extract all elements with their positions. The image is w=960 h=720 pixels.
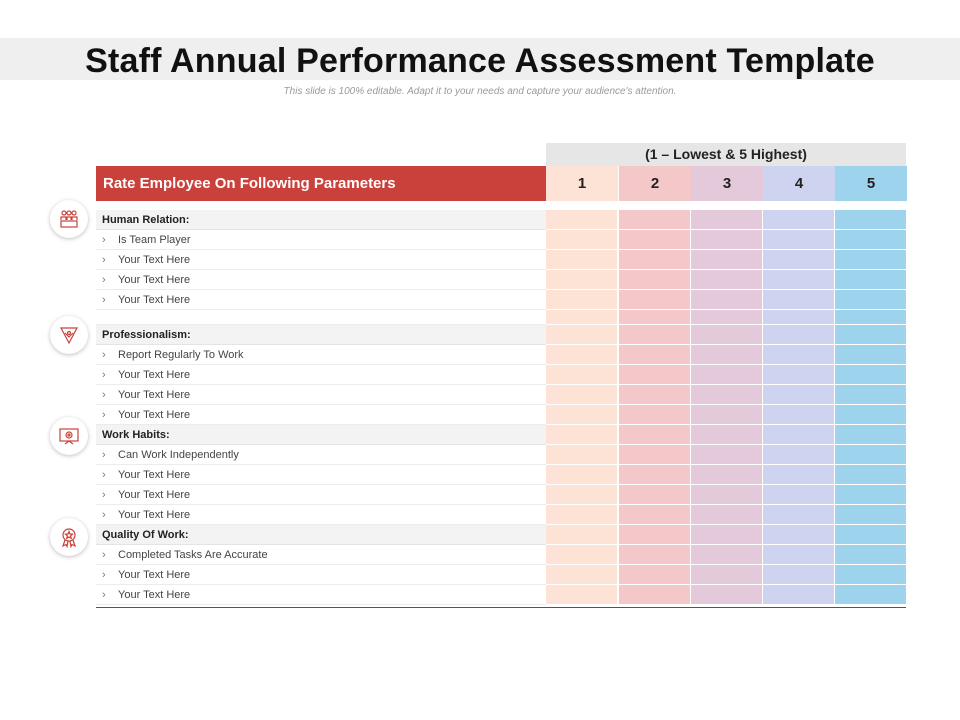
- table-bottom-rule: [96, 607, 906, 608]
- criterion-text: Your Text Here: [118, 589, 191, 601]
- criterion-text: Can Work Independently: [118, 449, 239, 461]
- section-title: Quality Of Work:: [96, 525, 546, 545]
- rating-cell-3[interactable]: [691, 310, 762, 325]
- criterion-label: [96, 345, 546, 365]
- rating-cell-1[interactable]: [546, 250, 617, 270]
- rating-cell-4[interactable]: [763, 365, 834, 385]
- rating-cell-3[interactable]: [691, 545, 762, 565]
- chevron-right-icon: ›: [102, 469, 106, 481]
- criterion-label: [96, 445, 546, 465]
- table-row: [96, 230, 906, 250]
- criterion-text: Your Text Here: [118, 509, 191, 521]
- rating-cell-2[interactable]: [619, 465, 690, 485]
- rating-cell-3[interactable]: [691, 425, 762, 445]
- rating-cell-1[interactable]: [546, 545, 617, 565]
- table-row: [96, 405, 906, 425]
- rating-cell-4[interactable]: [763, 525, 834, 545]
- criterion-label: [96, 230, 546, 250]
- rating-cell-2[interactable]: [619, 525, 690, 545]
- criterion-text: Your Text Here: [118, 389, 191, 401]
- rating-cell-3[interactable]: [691, 230, 762, 250]
- rating-cell-1[interactable]: [546, 310, 617, 325]
- rating-header-3: 3: [691, 166, 763, 201]
- criterion-text: Your Text Here: [118, 369, 191, 381]
- table-row: [96, 290, 906, 310]
- criterion-text: Is Team Player: [118, 234, 191, 246]
- rating-cell-5[interactable]: [835, 405, 906, 425]
- rating-cell-5[interactable]: [835, 290, 906, 310]
- rating-cell-5[interactable]: [835, 345, 906, 365]
- rating-cell-5[interactable]: [835, 365, 906, 385]
- rating-cell-1[interactable]: [546, 425, 617, 445]
- rating-cell-5[interactable]: [835, 310, 906, 325]
- chevron-right-icon: ›: [102, 569, 106, 581]
- assessment-table: [96, 210, 906, 605]
- rating-cell-2[interactable]: [619, 230, 690, 250]
- rating-cell-5[interactable]: [835, 250, 906, 270]
- rating-cell-1[interactable]: [546, 485, 617, 505]
- rating-cell-2[interactable]: [619, 210, 690, 230]
- rating-cell-5[interactable]: [835, 585, 906, 605]
- table-row: [96, 385, 906, 405]
- rating-header-4: 4: [763, 166, 835, 201]
- criterion-text: Your Text Here: [118, 409, 191, 421]
- award-star-icon: [50, 518, 88, 556]
- chevron-right-icon: ›: [102, 409, 106, 421]
- rating-cell-4[interactable]: [763, 405, 834, 425]
- criterion-label: [96, 485, 546, 505]
- rating-cell-5[interactable]: [835, 445, 906, 465]
- rating-cell-1[interactable]: [546, 405, 617, 425]
- rating-cell-2[interactable]: [619, 445, 690, 465]
- spacer-row: [96, 310, 906, 325]
- criterion-label: [96, 585, 546, 605]
- rating-cell-5[interactable]: [835, 505, 906, 525]
- rating-cell-2[interactable]: [619, 505, 690, 525]
- rating-cell-4[interactable]: [763, 270, 834, 290]
- rating-cell-3[interactable]: [691, 385, 762, 405]
- rating-cell-2[interactable]: [619, 345, 690, 365]
- criterion-label: [96, 385, 546, 405]
- chevron-right-icon: ›: [102, 489, 106, 501]
- table-row: [96, 250, 906, 270]
- rating-cell-3[interactable]: [691, 585, 762, 605]
- handshake-icon: [50, 316, 88, 354]
- rating-cell-5[interactable]: [835, 525, 906, 545]
- rating-cell-5[interactable]: [835, 425, 906, 445]
- rating-cell-3[interactable]: [691, 365, 762, 385]
- parameters-header: Rate Employee On Following Parameters: [96, 166, 546, 201]
- team-icon: [50, 200, 88, 238]
- section-row: [96, 325, 906, 345]
- rating-cell-4[interactable]: [763, 385, 834, 405]
- rating-cell-3[interactable]: [691, 250, 762, 270]
- rating-cell-3[interactable]: [691, 345, 762, 365]
- table-row: [96, 365, 906, 385]
- chevron-right-icon: ›: [102, 349, 106, 361]
- section-title: Work Habits:: [96, 425, 546, 445]
- chevron-right-icon: ›: [102, 449, 106, 461]
- rating-cell-1[interactable]: [546, 445, 617, 465]
- rating-cell-2[interactable]: [619, 385, 690, 405]
- rating-cell-3[interactable]: [691, 270, 762, 290]
- rating-cell-1[interactable]: [546, 270, 617, 290]
- rating-cell-2[interactable]: [619, 310, 690, 325]
- criterion-label: [96, 290, 546, 310]
- chevron-right-icon: ›: [102, 389, 106, 401]
- rating-cell-1[interactable]: [546, 525, 617, 545]
- criterion-label: [96, 545, 546, 565]
- spacer-label: [96, 310, 546, 325]
- table-row: [96, 545, 906, 565]
- chevron-right-icon: ›: [102, 274, 106, 286]
- rating-cell-4[interactable]: [763, 290, 834, 310]
- section-title: Professionalism:: [96, 325, 546, 345]
- rating-cell-3[interactable]: [691, 325, 762, 345]
- rating-cell-2[interactable]: [619, 485, 690, 505]
- rating-cell-4[interactable]: [763, 585, 834, 605]
- rating-cell-3[interactable]: [691, 290, 762, 310]
- chevron-right-icon: ›: [102, 294, 106, 306]
- chevron-right-icon: ›: [102, 549, 106, 561]
- rating-cell-3[interactable]: [691, 445, 762, 465]
- rating-cell-2[interactable]: [619, 405, 690, 425]
- slide-subtitle: This slide is 100% editable. Adapt it to your needs and capture your audience's attention.: [283, 86, 677, 97]
- table-row: [96, 445, 906, 465]
- chevron-right-icon: ›: [102, 234, 106, 246]
- rating-cell-5[interactable]: [835, 485, 906, 505]
- criterion-label: [96, 270, 546, 290]
- rating-cell-2[interactable]: [619, 425, 690, 445]
- chevron-right-icon: ›: [102, 589, 106, 601]
- criterion-label: [96, 565, 546, 585]
- section-row: [96, 425, 906, 445]
- criterion-text: Your Text Here: [118, 469, 191, 481]
- rating-cell-4[interactable]: [763, 485, 834, 505]
- table-row: [96, 585, 906, 605]
- rating-cell-2[interactable]: [619, 545, 690, 565]
- rating-cell-5[interactable]: [835, 565, 906, 585]
- rating-cell-1[interactable]: [546, 230, 617, 250]
- rating-cell-1[interactable]: [546, 210, 617, 230]
- rating-cell-3[interactable]: [691, 525, 762, 545]
- rating-cell-4[interactable]: [763, 250, 834, 270]
- presentation-gear-icon: [50, 417, 88, 455]
- rating-cell-2[interactable]: [619, 290, 690, 310]
- rating-cell-4[interactable]: [763, 545, 834, 565]
- criterion-text: Report Regularly To Work: [118, 349, 244, 361]
- rating-cell-4[interactable]: [763, 445, 834, 465]
- rating-cell-3[interactable]: [691, 485, 762, 505]
- rating-cell-5[interactable]: [835, 325, 906, 345]
- rating-cell-3[interactable]: [691, 565, 762, 585]
- rating-cell-2[interactable]: [619, 565, 690, 585]
- rating-cell-1[interactable]: [546, 325, 617, 345]
- rating-cell-5[interactable]: [835, 465, 906, 485]
- rating-scale-header: (1 – Lowest & 5 Highest): [546, 143, 906, 166]
- rating-cell-1[interactable]: [546, 505, 617, 525]
- rating-cell-4[interactable]: [763, 465, 834, 485]
- rating-cell-2[interactable]: [619, 270, 690, 290]
- section-row: [96, 210, 906, 230]
- table-row: [96, 345, 906, 365]
- criterion-text: Your Text Here: [118, 489, 191, 501]
- rating-cell-1[interactable]: [546, 365, 617, 385]
- rating-cell-5[interactable]: [835, 210, 906, 230]
- rating-cell-1[interactable]: [546, 565, 617, 585]
- rating-cell-4[interactable]: [763, 345, 834, 365]
- rating-cell-4[interactable]: [763, 425, 834, 445]
- rating-cell-1[interactable]: [546, 290, 617, 310]
- section-row: [96, 525, 906, 545]
- criterion-label: [96, 465, 546, 485]
- criterion-text: Completed Tasks Are Accurate: [118, 549, 268, 561]
- rating-cell-1[interactable]: [546, 465, 617, 485]
- criterion-text: Your Text Here: [118, 254, 191, 266]
- rating-cell-3[interactable]: [691, 505, 762, 525]
- rating-cell-5[interactable]: [835, 270, 906, 290]
- table-row: [96, 505, 906, 525]
- rating-cell-4[interactable]: [763, 505, 834, 525]
- rating-cell-2[interactable]: [619, 325, 690, 345]
- criterion-label: [96, 365, 546, 385]
- criterion-label: [96, 505, 546, 525]
- rating-cell-5[interactable]: [835, 545, 906, 565]
- rating-cell-3[interactable]: [691, 210, 762, 230]
- table-row: [96, 270, 906, 290]
- rating-cell-1[interactable]: [546, 385, 617, 405]
- table-row: [96, 465, 906, 485]
- chevron-right-icon: ›: [102, 509, 106, 521]
- rating-header-5: 5: [835, 166, 907, 201]
- criterion-label: [96, 250, 546, 270]
- chevron-right-icon: ›: [102, 254, 106, 266]
- rating-cell-4[interactable]: [763, 310, 834, 325]
- rating-cell-3[interactable]: [691, 465, 762, 485]
- chevron-right-icon: ›: [102, 369, 106, 381]
- rating-cell-5[interactable]: [835, 385, 906, 405]
- criterion-text: Your Text Here: [118, 294, 191, 306]
- rating-cell-1[interactable]: [546, 345, 617, 365]
- rating-header-1: 1: [546, 166, 618, 201]
- table-row: [96, 485, 906, 505]
- criterion-text: Your Text Here: [118, 569, 191, 581]
- criterion-text: Your Text Here: [118, 274, 191, 286]
- rating-cell-2[interactable]: [619, 365, 690, 385]
- rating-cell-4[interactable]: [763, 565, 834, 585]
- rating-cell-2[interactable]: [619, 585, 690, 605]
- rating-cell-3[interactable]: [691, 405, 762, 425]
- slide-title: Staff Annual Performance Assessment Template: [85, 42, 875, 80]
- rating-cell-1[interactable]: [546, 585, 617, 605]
- rating-header-2: 2: [619, 166, 691, 201]
- rating-cell-4[interactable]: [763, 325, 834, 345]
- rating-cell-4[interactable]: [763, 210, 834, 230]
- rating-cell-5[interactable]: [835, 230, 906, 250]
- section-title: Human Relation:: [96, 210, 546, 230]
- rating-cell-4[interactable]: [763, 230, 834, 250]
- criterion-label: [96, 405, 546, 425]
- rating-cell-2[interactable]: [619, 250, 690, 270]
- table-row: [96, 565, 906, 585]
